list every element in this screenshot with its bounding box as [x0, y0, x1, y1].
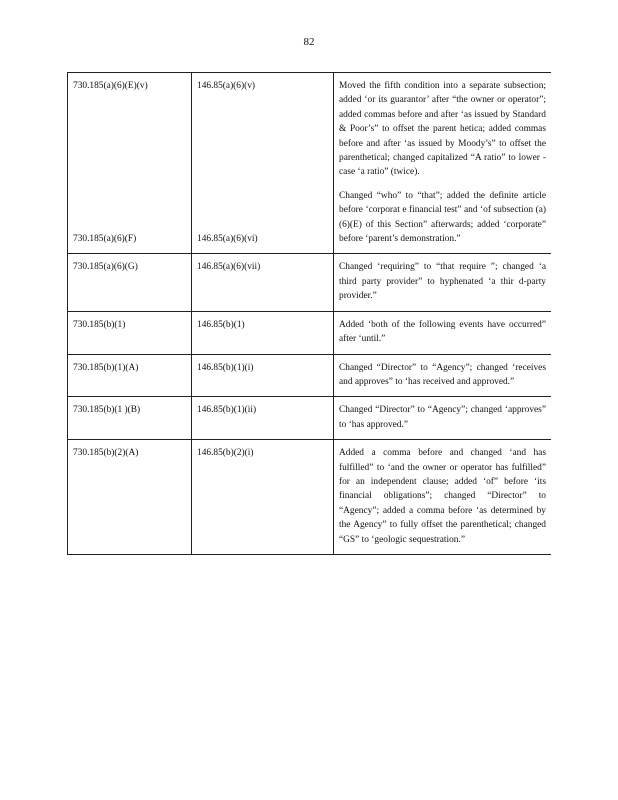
change-description-cell: Added ‘both of the following events have occurred” after ‘until.” — [334, 311, 552, 354]
old-section-cell: 730.185(b)(1) — [68, 311, 192, 354]
table-row — [68, 440, 552, 555]
old-section-ref: 730.185(a)(6)(F) — [73, 234, 137, 244]
page-number: 82 — [303, 36, 315, 48]
new-section-cell: 146.85(b)(1)(i) — [192, 354, 334, 397]
comparison-table — [67, 72, 551, 555]
change-description-cell: Changed “Director” to “Agency”; changed ‘receives and approves” to ‘has received and approved.” — [334, 354, 552, 397]
old-section-cell: 730.185(b)(1)(A) — [68, 354, 192, 397]
table-row — [68, 354, 552, 397]
new-section-cell: 146.85(a)(6)(vii) — [192, 254, 334, 311]
old-section-ref: 730.185(a)(6)(E)(v) — [73, 81, 148, 91]
new-section-cell — [192, 73, 334, 254]
table-row — [68, 73, 552, 254]
change-description: Moved the fifth condition into a separate subsection; added ‘or its guarantor’ after “the owner or operator”; added commas before and after ‘as issued by Standard & Poor’s” to offset the parent hetica; added commas before and after ‘as issued by Moody’s” to offset the parenthetical; changed capitalized “A ratio” to lower - case ‘a ratio” (twice). — [339, 81, 546, 178]
table-row — [68, 254, 552, 311]
old-section-cell: 730.185(b)(1 )(B) — [68, 397, 192, 440]
old-section-cell — [68, 73, 192, 254]
new-section-ref: 146.85(a)(6)(v) — [197, 81, 256, 91]
new-section-ref: 146.85(a)(6)(vi) — [197, 234, 258, 244]
table-row — [68, 311, 552, 354]
table-row — [68, 397, 552, 440]
new-section-cell: 146.85(b)(1)(ii) — [192, 397, 334, 440]
change-description-cell: Added a comma before and changed ‘and has fulfilled” to ‘and the owner or operator has fulfilled” for an independent clause; added ‘of” before ‘its financial obligations”; changed “Director” to “Agency”; added a comma before ‘as determined by the Agency” to fully offset the parenthetical; changed “GS” to ‘geologic sequestration.” — [334, 440, 552, 555]
new-section-cell: 146.85(b)(2)(i) — [192, 440, 334, 555]
new-section-cell: 146.85(b)(1) — [192, 311, 334, 354]
change-description-cell: Changed “Director” to “Agency”; changed ‘approves” to ‘has approved.” — [334, 397, 552, 440]
change-description-cell: Changed ‘requiring” to “that require ”; changed ‘a third party provider” to hyphenated ‘a thir d-party provider.” — [334, 254, 552, 311]
old-section-cell: 730.185(a)(6)(G) — [68, 254, 192, 311]
change-description-cell — [334, 73, 552, 254]
change-description: Changed “who” to “that”; added the definite article before ‘corporat e financial test” and ‘of subsection (a)(6)(E) of this Section” afterwards; added ‘corporate” before ‘parent’s demonstration.” — [339, 190, 546, 245]
old-section-cell: 730.185(b)(2)(A) — [68, 440, 192, 555]
